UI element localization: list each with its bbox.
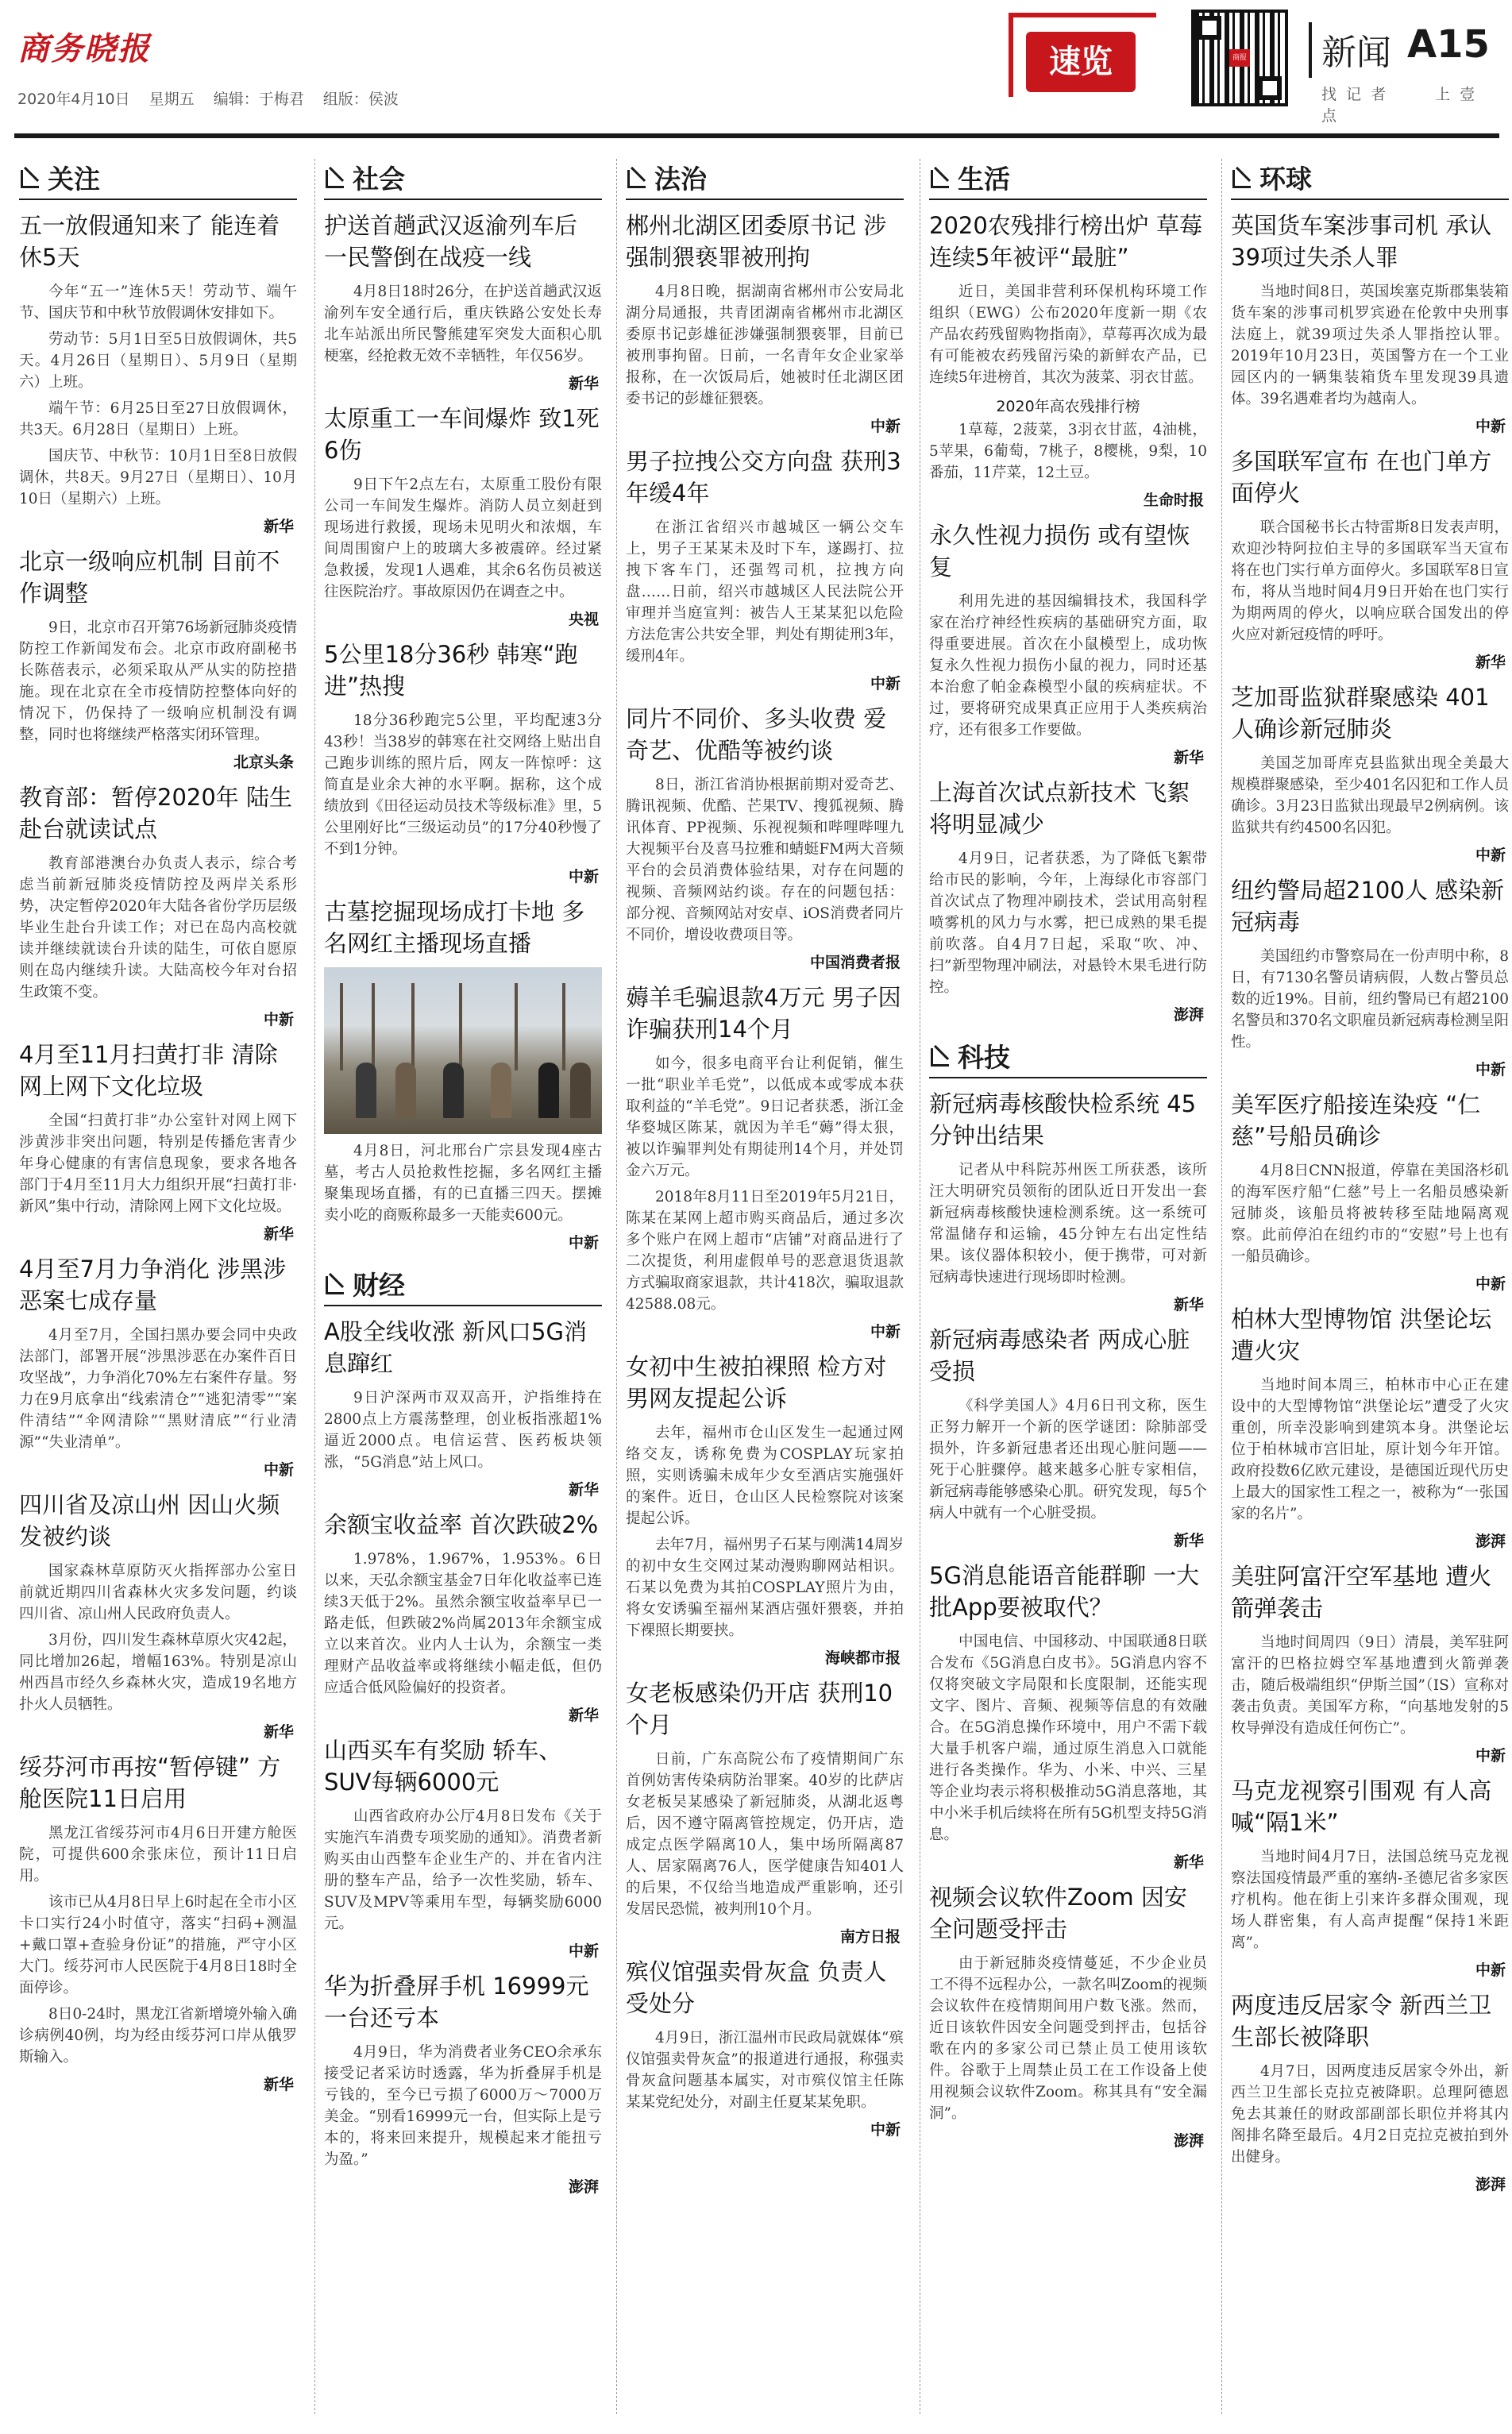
category-header — [626, 156, 904, 200]
column-divider — [616, 159, 617, 2414]
article-headline[interactable]: 4月至7月力争消化 涉黑涉恶案七成存量 — [19, 1256, 287, 1314]
article-source: 中新 — [1475, 1275, 1506, 1293]
news-article — [1231, 1560, 1509, 1765]
news-article — [324, 896, 602, 1252]
news-article — [929, 777, 1207, 1024]
news-article — [929, 519, 1207, 767]
article-source: 中新 — [870, 418, 901, 435]
article-paragraph: 3月份，四川发生森林草原火灾42起，同比增加26起，增幅163%。特别是凉山州西昌市经久乡森林火灾，造成19名地方扑火人员牺牲。 — [19, 1632, 297, 1713]
article-source: 中新 — [870, 675, 901, 692]
ranking-list: 1草莓，2菠菜，3羽衣甘蓝，4油桃，5苹果，6葡萄，7桃子，8樱桃，9梨，10番茄，11芹菜，12土豆。 — [929, 422, 1207, 481]
article-paragraph: 4月8日18时26分，在护送首趟武汉返渝列车安全通行后，重庆铁路公安处长寿北车站派出所民警熊建军突发大面积心肌梗塞，经抢救无效不幸牺牲，年仅56岁。 — [324, 284, 602, 365]
article-paragraph: 9日沪深两市双双高开，沪指维持在2800点上方震荡整理，创业板指涨超1%逼近2000点。电信运营、医药板块领涨，“5G消息”站上风口。 — [324, 1390, 602, 1471]
article-source: 中新 — [568, 868, 599, 885]
news-article — [1231, 210, 1509, 436]
news-article — [626, 446, 904, 693]
article-source: 新华 — [568, 1481, 599, 1499]
news-article — [324, 403, 602, 629]
article-source: 新华 — [263, 1723, 294, 1741]
person-shape — [538, 1063, 559, 1118]
news-article — [626, 210, 904, 436]
article-headline[interactable]: 美军医疗船接连染疫 “仁慈”号船员确诊 — [1231, 1091, 1481, 1150]
top-rule — [14, 133, 1499, 138]
person-shape — [491, 1063, 511, 1118]
column-world — [1231, 156, 1509, 2427]
article-paragraph: 9日下午2点左右，太原重工股份有限公司一车间发生爆炸。消防人员立刻赶到现场进行救援，现场未见明火和浓烟，车间周围窗户上的玻璃大多被震碎。经过紧急救援，发现1人遇难，其余6名伤员被送往医院治疗。事故原因仍在调查之中。 — [324, 476, 602, 600]
article-paragraph: 当地时间4月7日，法国总统马克龙视察法国疫情最严重的塞纳-圣德尼省多家医疗机构。他在街上引来许多群众围观，现场人群密集，有人高声提醒“保持1米距离”。 — [1231, 1849, 1509, 1951]
article-paragraph: 4月至7月，全国扫黑办要会同中央政法部门，部署开展“涉黑涉恶在办案件百日攻坚战”，力争消化70%左右案件存量。努力在9月底拿出“线索清仓”“逃犯清零”“案件清结”“伞网清除”“黑财清底”“行业清源”“失业清单”。 — [19, 1327, 297, 1451]
qr-code-icon[interactable] — [1191, 10, 1288, 106]
news-article — [1231, 1775, 1509, 1980]
category-name: 科技 — [958, 1041, 1010, 1073]
article-paragraph: 去年，福州市仓山区发生一起通过网络交友，诱称免费为COSPLAY玩家拍照，实则诱骗未成年少女至酒店实施强奸的案件。近日，仓山区人民检察院对该案提起公诉。 — [626, 1425, 904, 1527]
article-source: 新华 — [1475, 654, 1506, 671]
article-source: 生命时报 — [1143, 492, 1204, 509]
news-article — [19, 781, 297, 1029]
article-paragraph: 国庆节、中秋节：10月1日至8日放假调休，共8天。9月27日（星期日）、10月10日（星期六）上班。 — [19, 448, 297, 507]
news-article — [626, 1677, 904, 1946]
news-article — [19, 1253, 297, 1479]
tree-shape — [562, 983, 565, 1070]
article-paragraph: 当地时间本周三，柏林市中心正在建设中的大型博物馆“洪堡论坛”遭受了火灾重创，所幸没影响到建筑本身。洪堡论坛位于柏林城市宫旧址，原计划今年开馆。政府投数6亿欧元建设，是德国近现代历史上最大的国家性工程之一，被称为“一张国家的名片”。 — [1231, 1377, 1509, 1522]
qr-center-label: 商报 — [1229, 49, 1250, 67]
article-paragraph: 美国纽约市警察局在一份声明中称，8日，有7130名警员请病假，人数占警员总数的近19%。目前，纽约警局已有超2100名警员和370名文职雇员新冠病毒检测呈阳性。 — [1231, 948, 1509, 1051]
layout-credit: 组版：侯波 — [322, 91, 399, 108]
article-source: 新华 — [263, 1225, 294, 1243]
article-paragraph: 由于新冠肺炎疫情蔓延，不少企业员工不得不远程办公，一款名叫Zoom的视频会议软件在疫情期间用户数飞涨。然而，近日该软件因安全问题受到抨击，包括谷歌在内的多家公司已禁止员工使用该软件。谷歌于上周禁止员工在工作设备上使用视频会议软件Zoom。称其具有“安全漏洞”。 — [929, 1955, 1207, 2122]
article-paragraph: 4月9日，浙江温州市民政局就媒体“殡仪馆强卖骨灰盒”的报道进行通报，称强卖骨灰盒问题基本属实，对市殡仪馆主任陈某某党纪处分，对副主任夏某某免职。 — [626, 2030, 904, 2111]
article-source: 中新 — [1475, 418, 1506, 435]
category-arrow-icon — [1231, 168, 1248, 186]
article-headline[interactable]: 古墓挖掘现场成打卡地 多名网红主播现场直播 — [324, 898, 585, 957]
article-headline[interactable]: 英国货车案涉事司机 承认39项过失杀人罪 — [1231, 212, 1492, 271]
article-paragraph: 4月9日，华为消费者业务CEO余承东接受记者采访时透露，华为折叠屏手机是亏钱的，至今已亏损了6000万～7000万美金。“别看16999元一台，但实际上是亏本的，将来回来提升，规模起来才能扭亏为盈。” — [324, 2044, 602, 2168]
tree-shape — [411, 983, 415, 1070]
article-headline[interactable]: 上海首次试点新技术 飞絮将明显减少 — [929, 779, 1190, 838]
article-paragraph: 黑龙江省绥芬河市4月6日开建方舱医院，可提供600余张床位，预计11日启用。 — [19, 1825, 297, 1884]
person-shape — [395, 1063, 416, 1118]
column-divider — [314, 159, 315, 2414]
article-paragraph: 今年“五一”连休5天！劳动节、端午节、国庆节和中秋节放假调休安排如下。 — [19, 284, 297, 322]
article-paragraph: 在浙江省绍兴市越城区一辆公交车上，男子王某某未及时下车，遂踢打、拉拽下客车门，还强驾司机，拉拽方向盘……日前，绍兴市越城区人民法院公开审理并当庭宣判：被告人王某某犯以危险方法危害公共安全罪，判处有期徒刑3年，缓刑4年。 — [626, 519, 904, 665]
category-header — [324, 1262, 602, 1306]
article-source: 中新 — [1475, 1961, 1506, 1979]
news-article — [19, 210, 297, 536]
article-paragraph: 国家森林草原防灭火指挥部办公室日前就近期四川省森林火灾多发问题，约谈四川省、凉山州人民政府负责人。 — [19, 1563, 297, 1622]
article-paragraph: 该市已从4月8日早上6时起在全市小区卡口实行24小时值守，落实“扫码+测温+戴口罩+查验身份证”的措施，严守小区大门。绥芬河市人民医院于4月8日18时全面停诊。 — [19, 1894, 297, 1996]
article-headline[interactable]: 5G消息能语音能群聊 一大批App要被取代？ — [929, 1562, 1200, 1621]
article-headline[interactable]: 女老板感染仍开店 获刑10个月 — [626, 1680, 893, 1738]
person-shape — [570, 1063, 591, 1118]
news-article — [1231, 1303, 1509, 1551]
category-name: 环球 — [1259, 163, 1312, 195]
article-paragraph: 2018年8月11日至2019年5月21日，陈某在某网上超市购买商品后，通过多次多个账户在网上超市“店铺”对商品进行了二次提货，利用虚假单号的恶意退货退款方式骗取商家退款，共计418次，骗取退款42588.08元。 — [626, 1189, 904, 1313]
column-divider — [1221, 159, 1222, 2414]
tree-shape — [340, 983, 343, 1070]
article-headline[interactable]: 视频会议软件Zoom 因安全问题受抨击 — [929, 1884, 1187, 1942]
article-headline[interactable]: 北京一级响应机制 目前不作调整 — [19, 548, 280, 607]
article-paragraph: 山西省政府办公厅4月8日发布《关于实施汽车消费专项奖励的通知》。消费者新购买由山西整车企业生产的、并在省内注册的整车产品，给予一次性奖励，轿车、SUV及MPV等乘用车型，每辆奖励6000元。 — [324, 1808, 602, 1932]
article-headline[interactable]: 芝加哥监狱群聚感染 401人确诊新冠肺炎 — [1231, 684, 1490, 743]
category-name: 生活 — [958, 163, 1010, 195]
article-headline[interactable]: 护送首趟武汉返渝列车后 一民警倒在战疫一线 — [324, 212, 578, 271]
article-source: 中新 — [568, 1942, 599, 1960]
article-paragraph: 日前，广东高院公布了疫情期间广东首例妨害传染病防治罪案。40岁的比萨店女老板吴某感染了新冠肺炎，从湖北返粤后，因不遵守隔离管控规定，仍开店，造成定点医学隔离10人，集中场所隔离87人、居家隔离76人，医学健康告知401人的后果，不仅给当地造成严重影响，还引发居民恐慌，被判刑10个月。 — [626, 1751, 904, 1918]
news-article — [929, 210, 1207, 510]
article-paragraph: 4月8日晚，据湖南省郴州市公安局北湖分局通报，共青团湖南省郴州市北湖区委原书记彭雄征涉嫌强制猥亵罪，目前已被刑事拘留。日前，一名青年女企业家举报称，在一次饭局后，她被时任北湖区团委书记的彭雄征猥亵。 — [626, 284, 904, 407]
news-article — [1231, 1089, 1509, 1294]
article-headline[interactable]: 绥芬河市再按“暂停键” 方舱医院11日启用 — [19, 1753, 281, 1812]
category-arrow-icon — [19, 168, 37, 186]
news-article — [929, 1324, 1207, 1550]
article-paragraph: 去年7月，福州男子石某与刚满14周岁的初中女生交网过某动漫购聊网站相识。石某以免费为其拍COSPLAY照片为由，将女安诱骗至福州某酒店强奸猥亵，并拍下裸照长期要挟。 — [626, 1537, 904, 1639]
article-source: 中新 — [263, 1461, 294, 1479]
article-headline[interactable]: 永久性视力损伤 或有望恢复 — [929, 522, 1190, 581]
news-article — [1231, 874, 1509, 1079]
article-headline[interactable]: 纽约警局超2100人 感染新冠病毒 — [1231, 877, 1505, 935]
news-article — [324, 210, 602, 393]
article-paragraph: 4月8日，河北邢台广宗县发现4座古墓，考古人员抢救性挖掘，多名网红主播聚集现场直播，有的已直播三四天。摆摊卖小吃的商贩称最多一天能卖600元。 — [324, 1143, 602, 1224]
page-number: A15 — [1407, 22, 1490, 67]
category-name: 社会 — [353, 163, 405, 195]
article-headline[interactable]: 5公里18分36秒 韩寒“跑进”热搜 — [324, 641, 578, 700]
article-paragraph: 当地时间8日，英国埃塞克斯郡集装箱货车案的涉事司机罗宾逊在伦敦中央刑事法庭上，就39项过失杀人罪指控认罪。2019年10月23日，英国警方在一个工业园区内的一辆集装箱货车里发现39具遗体。39名遇难者均为越南人。 — [1231, 284, 1509, 407]
article-source: 中新 — [568, 1234, 599, 1252]
article-source: 新华 — [263, 2076, 294, 2093]
article-source: 中新 — [870, 1323, 901, 1340]
article-source: 新华 — [1173, 749, 1204, 766]
article-headline[interactable]: 五一放假通知来了 能连着休5天 — [19, 212, 280, 271]
column-law — [626, 156, 904, 2427]
article-paragraph: 教育部港澳台办负责人表示，综合考虑当前新冠肺炎疫情防控及两岸关系形势，决定暂停2020年大陆各省份学历层级毕业生赴台升读工作；对已在岛内高校就读并继续就读台升读的陆生，可依自愿原则在岛内继续升读。大陆高校今年对台招生政策不变。 — [19, 855, 297, 1001]
article-source: 澎湃 — [568, 2178, 599, 2196]
category-header — [929, 1034, 1207, 1078]
article-source: 中新 — [1475, 1061, 1506, 1078]
article-headline[interactable]: A股全线收涨 新风口5G消息蹿红 — [324, 1318, 587, 1377]
article-paragraph: 4月8日CNN报道，停靠在美国洛杉矶的海军医疗船“仁慈”号上一名船员感染新冠肺炎，该船员将被转移至陆地隔离观察。此前停泊在纽约市的“安慰”号上也有一船员确诊。 — [1231, 1163, 1509, 1265]
article-source: 中新 — [1475, 1747, 1506, 1765]
article-source: 中新 — [1475, 847, 1506, 864]
article-paragraph: 联合国秘书长古特雷斯8日发表声明，欢迎沙特阿拉伯主导的多国联军当天宣布将在也门实行单方面停火。多国联军8日宣布，将从当地时间4月9日开始在也门实行为期两周的停火，以响应联合国发出的停火应对新冠疫情的呼吁。 — [1231, 519, 1509, 643]
article-source: 海峡都市报 — [824, 1649, 901, 1667]
news-photo — [324, 967, 602, 1134]
contact-value: 上 壹 点 — [1321, 86, 1475, 125]
news-article — [1231, 1989, 1509, 2194]
article-paragraph: 劳动节：5月1日至5日放假调休，共5天。4月26日（星期日）、5月9日（星期六）上班。 — [19, 331, 297, 391]
news-article — [19, 1039, 297, 1244]
news-article — [324, 638, 602, 886]
category-arrow-icon — [929, 1047, 947, 1064]
article-source: 中新 — [263, 1011, 294, 1028]
news-article — [19, 1751, 297, 2094]
news-article — [929, 1881, 1207, 2150]
contact-role: 找 记 者 — [1321, 86, 1387, 103]
article-source: 澎湃 — [1475, 1533, 1506, 1550]
article-paragraph: 当地时间周四（9日）清晨，美军驻阿富汗的巴格拉姆空军基地遭到火箭弹袭击，随后极端组织“伊斯兰国”（IS）宣称对袭击负责。美国军方称，“向基地发射的5枚导弹没有造成任何伤亡”。 — [1231, 1634, 1509, 1737]
article-headline[interactable]: 余额宝收益率 首次跌破2% — [324, 1511, 599, 1538]
issue-date: 2020年4月10日 — [17, 91, 130, 108]
article-paragraph: 近日，美国非营利环保机构环境工作组织（EWG）公布2020年度新一期《农产品农药残留购物指南》，草莓再次成为最有可能被农药残留污染的新鲜农产品，已连续5年进榜首，其次为菠菜、羽衣甘蓝。 — [929, 284, 1207, 386]
news-article — [324, 1316, 602, 1499]
article-paragraph: 8日0-24时，黑龙江省新增境外输入确诊病例40例，均为经由绥芬河口岸从俄罗斯输入。 — [19, 2006, 297, 2066]
article-headline[interactable]: 殡仪馆强卖骨灰盒 负责人受处分 — [626, 1958, 887, 2017]
article-source: 新华 — [263, 518, 294, 535]
news-article — [1231, 681, 1509, 865]
category-header — [324, 156, 602, 200]
article-source: 南方日报 — [839, 1928, 901, 1946]
article-headline[interactable]: 马克龙视察引围观 有人高喊“隔1米” — [1231, 1777, 1492, 1836]
article-source: 新华 — [568, 375, 599, 392]
news-article — [19, 546, 297, 772]
article-headline[interactable]: 山西买车有奖励 轿车、SUV每辆6000元 — [324, 1737, 562, 1796]
article-headline[interactable]: 柏林大型博物馆 洪堡论坛遭火灾 — [1231, 1306, 1492, 1364]
news-article — [324, 1509, 602, 1725]
category-arrow-icon — [324, 1275, 341, 1292]
category-arrow-icon — [626, 168, 643, 186]
category-header — [1231, 156, 1509, 200]
category-header — [929, 156, 1207, 200]
news-article — [626, 1956, 904, 2139]
article-headline[interactable]: 2020农残排行榜出炉 草莓连续5年被评“最脏” — [929, 212, 1203, 271]
article-paragraph: 端午节：6月25日至27日放假调休，共3天。6月28日（星期日）上班。 — [19, 400, 297, 438]
article-headline[interactable]: 新冠病毒感染者 两成心脏受损 — [929, 1326, 1190, 1385]
category-name: 关注 — [48, 163, 100, 195]
issue-weekday: 星期五 — [148, 91, 195, 108]
news-article — [626, 1351, 904, 1668]
article-headline[interactable]: 美驻阿富汗空军基地 遭火箭弹袭击 — [1231, 1563, 1492, 1622]
article-headline[interactable]: 新冠病毒核酸快检系统 45分钟出结果 — [929, 1090, 1197, 1149]
category-header — [19, 156, 297, 200]
column-society-finance — [324, 156, 602, 2427]
newspaper-logo: 商务晓报 — [17, 30, 151, 68]
masthead — [0, 0, 1512, 127]
article-headline[interactable]: 太原重工一车间爆炸 致1死6伤 — [324, 405, 600, 464]
column-life-tech — [929, 156, 1207, 2427]
article-paragraph: 8日，浙江省消协根据前期对爱奇艺、腾讯视频、优酷、芒果TV、搜狐视频、腾讯体育、PP视频、乐视视频和哔哩哔哩九大视频平台及喜马拉雅和蜻蜓FM两大音频平台的会员消费体验结果，对存在问题的视频、音频网站约谈。存在的问题包括：部分视、音频网站对安卓、iOS消费者同片不同价，增设收费项目等。 — [626, 777, 904, 943]
person-shape — [356, 1063, 376, 1118]
article-source: 新华 — [568, 1707, 599, 1724]
article-headline[interactable]: 教育部：暂停2020年 陆生赴台就读试点 — [19, 784, 293, 843]
speed-tab: 速览 — [1026, 32, 1136, 92]
section-divider — [1309, 22, 1312, 78]
article-headline[interactable]: 华为折叠屏手机 16999元一台还亏本 — [324, 1973, 589, 2031]
article-source: 中国消费者报 — [809, 954, 901, 971]
article-headline[interactable]: 郴州北湖区团委原书记 涉强制猥亵罪被刑拘 — [626, 212, 887, 271]
person-shape — [443, 1063, 464, 1118]
article-paragraph: 1.978%，1.967%，1.953%。6日以来，天弘余额宝基金7日年化收益率已连续3天低于2%。虽然余额宝收益率早已一路走低，但跌破2%尚属2013年余额宝成立以来首次。业内人士认为，余额宝一类理财产品收益率或将继续小幅走低，但仍应适合低风险偏好的投资者。 — [324, 1551, 602, 1696]
news-article — [324, 1970, 602, 2197]
article-paragraph: 18分36秒跑完5公里，平均配速3分43秒！当38岁的韩寒在社交网络上贴出自己跑步训练的照片后，网友一阵惊呼：这简直是业余大神的水平啊。据称，这个成绩放到《田径运动员技术等级标准》里，5公里刚好比“三级运动员”的17分40秒慢了不到1分钟。 — [324, 712, 602, 858]
article-source: 澎湃 — [1475, 2176, 1506, 2193]
news-article — [19, 1489, 297, 1742]
dateline — [17, 87, 413, 109]
article-paragraph: 如今，很多电商平台让利促销，催生一批“职业羊毛党”，以低成本或零成本获取利益的“羊毛党”。9日记者获悉，浙江金华婺城区陈某，就因为羊毛“薅”得太狠，被以诈骗罪判处有期徒刑14个月，并处罚金六万元。 — [626, 1055, 904, 1179]
article-headline[interactable]: 两度违反居家令 新西兰卫生部长被降职 — [1231, 1992, 1492, 2050]
tree-shape — [459, 983, 462, 1070]
contact-byline — [1321, 83, 1512, 125]
article-source: 澎湃 — [1173, 1006, 1204, 1024]
news-article — [929, 1560, 1207, 1872]
section-title: 新闻 — [1321, 33, 1391, 73]
article-paragraph: 9日，北京市召开第76场新冠肺炎疫情防控工作新闻发布会。北京市政府副秘书长陈蓓表示，必须采取从严从实的防控措施。现在北京在全市疫情防控整体向好的情况下，仍保持了一级响应机制没有调整，同时也将继续严格落实闭环管理。 — [19, 619, 297, 743]
category-name: 法治 — [654, 163, 707, 195]
ranking-title: 2020年高农残排行榜 — [996, 398, 1140, 415]
article-source: 新华 — [1173, 1853, 1204, 1871]
article-paragraph: 全国“扫黄打非”办公室针对网上网下涉黄涉非突出问题，特别是传播危害青少年身心健康的有害信息现象，要求各地各部门于4月至11月大力组织开展“扫黄打非·新风”集中行动，清除网上网下文化垃圾。 — [19, 1113, 297, 1215]
article-paragraph: 《科学美国人》4月6日刊文称，医生正努力解开一个新的医学谜团：除肺部受损外，许多新冠患者还出现心脏问题——死于心脏骤停。越来越多心脏专家相信，新冠病毒能够感染心肌。研究发现，每5个病人中就有一个心脏受损。 — [929, 1398, 1207, 1522]
news-article — [626, 982, 904, 1341]
article-source: 澎湃 — [1173, 2132, 1204, 2150]
article-headline[interactable]: 女初中生被拍裸照 检方对男网友提起公诉 — [626, 1353, 887, 1412]
article-headline[interactable]: 四川省及凉山州 因山火频发被约谈 — [19, 1491, 280, 1550]
article-paragraph: 4月9日，记者获悉，为了降低飞絮带给市民的影响，今年，上海绿化市容部门首次试点了物理冲刷技术，尝试用高射程喷雾机的风力与水雾，把已成熟的果毛提前吹落。自4月7日起，采取“吹、冲、扫”新型物理冲刷法，对悬铃木果毛进行防控。 — [929, 851, 1207, 996]
tree-shape — [515, 983, 518, 1070]
category-arrow-icon — [929, 168, 947, 186]
article-headline[interactable]: 多国联军宣布 在也门单方面停火 — [1231, 448, 1492, 507]
article-paragraph: 美国芝加哥库克县监狱出现全美最大规模群聚感染，至少401名囚犯和工作人员确诊。3月23日监狱出现最早2例病例。该监狱共有约4500名囚犯。 — [1231, 755, 1509, 836]
article-paragraph: 4月7日，因两度违反居家令外出，新西兰卫生部长克拉克被降职。总理阿德恩免去其兼任的财政部副部长职位并将其内阁排名降至最后。4月2日克拉克被拍到外出健身。 — [1231, 2063, 1509, 2166]
article-source: 北京头条 — [233, 754, 294, 771]
article-headline[interactable]: 同片不同价、多头收费 爱奇艺、优酷等被约谈 — [626, 705, 887, 764]
news-article — [324, 1734, 602, 1961]
article-paragraph: 记者从中科院苏州医工所获悉，该所汪大明研究员领衔的团队近日开发出一套新冠病毒核酸快速检测系统。这一系统可常温储存和运输，45分钟左右出定性结果。该仪器体积较小，便于携带，可对新冠病毒快速进行现场即时检测。 — [929, 1162, 1207, 1286]
news-article — [929, 1088, 1207, 1314]
article-paragraph: 利用先进的基因编辑技术，我国科学家在治疗神经性疾病的基础研究方面，取得重要进展。首次在小鼠模型上，成功恢复永久性视力损伤小鼠的视力，同时还基本治愈了帕金森模型小鼠的疾病症状。不过，要将研究成果真正应用于人类疾病治疗，还有很多工作要做。 — [929, 593, 1207, 739]
article-source: 中新 — [870, 2121, 901, 2139]
article-headline[interactable]: 男子拉拽公交方向盘 获刑3年缓4年 — [626, 448, 901, 507]
article-source: 央视 — [568, 611, 599, 628]
news-article — [626, 703, 904, 972]
category-arrow-icon — [324, 168, 341, 186]
category-name: 财经 — [353, 1269, 405, 1301]
editor-credit: 编辑：于梅君 — [213, 91, 304, 108]
article-headline[interactable]: 薅羊毛骗退款4万元 男子因诈骗获刑14个月 — [626, 984, 901, 1043]
article-source: 新华 — [1173, 1296, 1204, 1313]
article-source: 新华 — [1173, 1532, 1204, 1549]
column-focus — [19, 156, 297, 2427]
news-article — [1231, 446, 1509, 672]
article-paragraph: 中国电信、中国移动、中国联通8日联合发布《5G消息白皮书》。5G消息内容不仅将突破文字局限和长度限制，还能实现文字、图片、音频、视频等信息的有效融合。在5G消息操作环境中，用户不需下载大量手机客户端，通过原生消息入口就能进行各类操作。华为、小米、中兴、三星等企业均表示将积极推动5G消息落地，其中小米手机后续将在所有5G机型支持5G消息。 — [929, 1634, 1207, 1843]
tree-shape — [372, 983, 375, 1070]
article-headline[interactable]: 4月至11月扫黄打非 清除网上网下文化垃圾 — [19, 1041, 278, 1100]
